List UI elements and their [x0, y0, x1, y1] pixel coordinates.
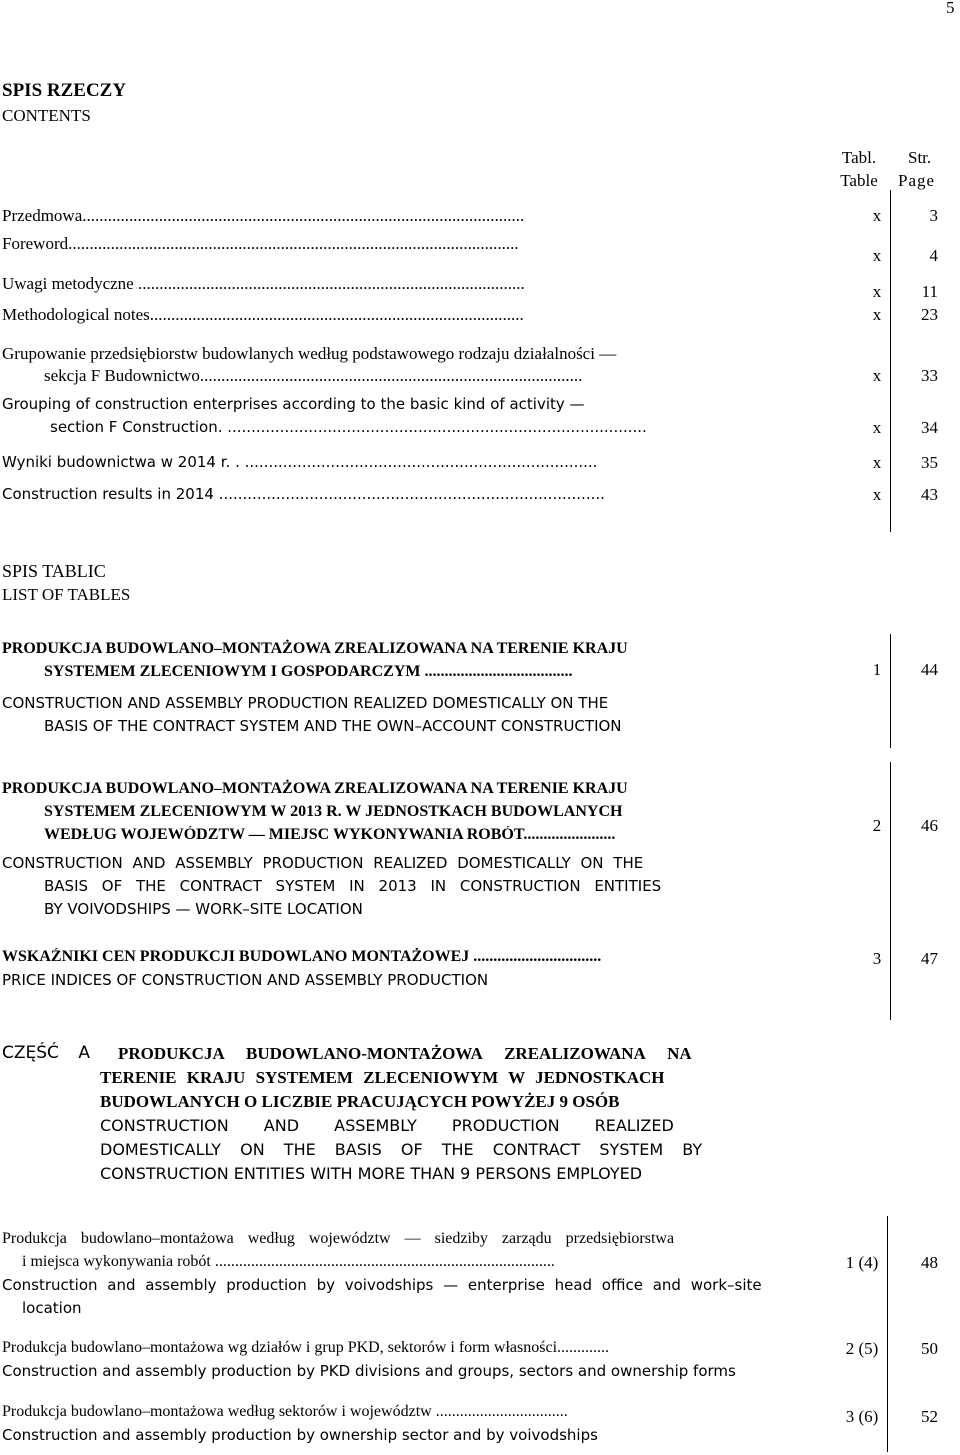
- part-a-table-title-pl[interactable]: Produkcja budowlano–montażowa wg działów i grup PKD, sektorów i form własności.............: [2, 1339, 610, 1356]
- toc-entry-tabl: x: [872, 282, 882, 301]
- toc-entry-tabl: x: [872, 485, 882, 504]
- toc-entry-label[interactable]: Foreword..........................................................................................................: [2, 234, 519, 253]
- toc-entry-tabl: x: [872, 206, 882, 225]
- toc-entry-label[interactable]: Uwagi metodyczne ...........................................................................................: [2, 274, 525, 293]
- part-a-table-tabl: 1 (4): [845, 1253, 879, 1272]
- divider-line: [890, 762, 891, 1020]
- table-entry-page: 47: [921, 949, 938, 968]
- part-a-table-title-pl[interactable]: Produkcja budowlano–montażowa według województw — siedziby zarządu przedsiębiorstwa: [2, 1230, 675, 1247]
- toc-entry-tabl: x: [872, 246, 882, 265]
- table-entry-tabl: 2: [872, 816, 882, 835]
- toc-entry-tabl: x: [872, 305, 882, 324]
- toc-entry-page: 4: [929, 246, 938, 265]
- toc-entry-page: 3: [929, 206, 938, 225]
- table-entry-title-en-cont: BASIS OF THE CONTRACT SYSTEM IN 2013 IN CONSTRUCTION ENTITIES: [44, 877, 662, 895]
- table-entry-title-pl-cont[interactable]: SYSTEMEM ZLECENIOWYM W 2013 R. W JEDNOSTKACH BUDOWLANYCH: [44, 803, 623, 820]
- part-a-title-pl-cont: TERENIE KRAJU SYSTEMEM ZLECENIOWYM W JEDNOSTKACH: [100, 1068, 665, 1087]
- table-entry-title-pl[interactable]: WSKAŹNIKI CEN PRODUKCJI BUDOWLANO MONTAŻOWEJ ................................: [2, 948, 602, 965]
- toc-entry-tabl: x: [872, 366, 882, 385]
- part-a-table-title-en: Construction and assembly production by PKD divisions and groups, sectors and ownership forms: [2, 1362, 736, 1380]
- table-entry-title-pl[interactable]: PRODUKCJA BUDOWLANO–MONTAŻOWA ZREALIZOWANA NA TERENIE KRAJU: [2, 780, 628, 797]
- tables-heading-pl: SPIS TABLIC: [2, 561, 106, 581]
- part-a-table-title-en-cont: location: [22, 1299, 82, 1317]
- divider-line: [890, 634, 891, 748]
- page-number: 5: [946, 0, 955, 17]
- divider-line: [890, 190, 891, 532]
- part-a-table-tabl: 2 (5): [845, 1339, 879, 1358]
- toc-entry-label[interactable]: Grouping of construction enterprises according to the basic kind of activity —: [2, 395, 585, 413]
- table-entry-tabl: 3: [872, 949, 882, 968]
- toc-entry-label-cont[interactable]: section F Construction. ........................................................................................: [50, 418, 647, 436]
- part-a-title-en-cont: DOMESTICALLY ON THE BASIS OF THE CONTRACT SYSTEM BY: [100, 1140, 703, 1159]
- part-a-table-page: 48: [921, 1253, 938, 1272]
- table-entry-page: 44: [921, 660, 938, 679]
- toc-entry-label[interactable]: Wyniki budownictwa w 2014 r. . ..........................................................................: [2, 453, 598, 471]
- toc-entry-page: 23: [921, 305, 938, 324]
- table-entry-tabl: 1: [872, 660, 882, 679]
- part-a-table-title-pl[interactable]: Produkcja budowlano–montażowa według sektorów i województw .................................: [2, 1403, 568, 1420]
- toc-entry-label[interactable]: Methodological notes........................................................................................: [2, 305, 524, 324]
- toc-entry-tabl: x: [872, 418, 882, 437]
- table-entry-title-pl-cont[interactable]: WEDŁUG WOJEWÓDZTW — MIEJSC WYKONYWANIA ROBÓT.......................: [44, 826, 616, 843]
- toc-entry-page: 43: [921, 485, 938, 504]
- toc-entry-page: 11: [921, 282, 938, 301]
- part-a-title-en: CONSTRUCTION AND ASSEMBLY PRODUCTION REALIZED: [100, 1116, 674, 1135]
- tables-heading-en: LIST OF TABLES: [2, 585, 131, 604]
- table-entry-title-en-cont: BY VOIVODSHIPS — WORK–SITE LOCATION: [44, 900, 363, 918]
- table-entry-title-en-cont: BASIS OF THE CONTRACT SYSTEM AND THE OWN–ACCOUNT CONSTRUCTION: [44, 717, 622, 735]
- toc-entry-page: 33: [921, 366, 938, 385]
- toc-entry-page: 34: [921, 418, 938, 437]
- table-entry-title-pl-cont[interactable]: SYSTEMEM ZLECENIOWYM I GOSPODARCZYM .....................................: [44, 663, 573, 680]
- table-entry-title-pl[interactable]: PRODUKCJA BUDOWLANO–MONTAŻOWA ZREALIZOWANA NA TERENIE KRAJU: [2, 640, 628, 657]
- part-a-title-pl: PRODUKCJA BUDOWLANO-MONTAŻOWA ZREALIZOWANA NA: [118, 1044, 692, 1063]
- column-page-en: Page: [898, 171, 936, 190]
- column-tabl-en: Table: [840, 171, 878, 190]
- toc-entry-label[interactable]: Przedmowa........................................................................................................: [2, 206, 525, 225]
- contents-heading-pl: SPIS RZECZY: [2, 80, 127, 101]
- table-entry-page: 46: [921, 816, 938, 835]
- toc-entry-label-cont[interactable]: sekcja F Budownictwo..........................................................................................: [44, 366, 583, 385]
- column-tabl-pl: Tabl.: [841, 148, 877, 167]
- toc-entry-label[interactable]: Construction results in 2014 .................................................................................: [2, 485, 605, 503]
- toc-entry-tabl: x: [872, 453, 882, 472]
- part-a-table-tabl: 3 (6): [845, 1407, 879, 1426]
- part-a-table-page: 50: [921, 1339, 938, 1358]
- part-a-title-en-cont: CONSTRUCTION ENTITIES WITH MORE THAN 9 PERSONS EMPLOYED: [100, 1164, 643, 1183]
- table-entry-title-en: PRICE INDICES OF CONSTRUCTION AND ASSEMBLY PRODUCTION: [2, 971, 489, 989]
- part-a-label: CZĘŚĆ A: [2, 1043, 90, 1063]
- toc-entry-label[interactable]: Grupowanie przedsiębiorstw budowlanych według podstawowego rodzaju działalności —: [2, 344, 617, 363]
- part-a-title-pl-cont: BUDOWLANYCH O LICZBIE PRACUJĄCYCH POWYŻEJ 9 OSÓB: [100, 1092, 620, 1111]
- column-page-pl: Str.: [908, 148, 932, 167]
- part-a-table-title-en: Construction and assembly production by ownership sector and by voivodships: [2, 1426, 598, 1444]
- toc-entry-page: 35: [921, 453, 938, 472]
- part-a-table-title-pl-cont[interactable]: i miejsca wykonywania robót .....................................................................................: [22, 1253, 555, 1270]
- part-a-table-title-en: Construction and assembly production by voivodships — enterprise head office and work–site: [2, 1276, 762, 1294]
- table-entry-title-en: CONSTRUCTION AND ASSEMBLY PRODUCTION REALIZED DOMESTICALLY ON THE: [2, 694, 609, 712]
- table-entry-title-en: CONSTRUCTION AND ASSEMBLY PRODUCTION REALIZED DOMESTICALLY ON THE: [2, 854, 644, 872]
- contents-heading-en: CONTENTS: [2, 106, 91, 125]
- part-a-table-page: 52: [921, 1407, 938, 1426]
